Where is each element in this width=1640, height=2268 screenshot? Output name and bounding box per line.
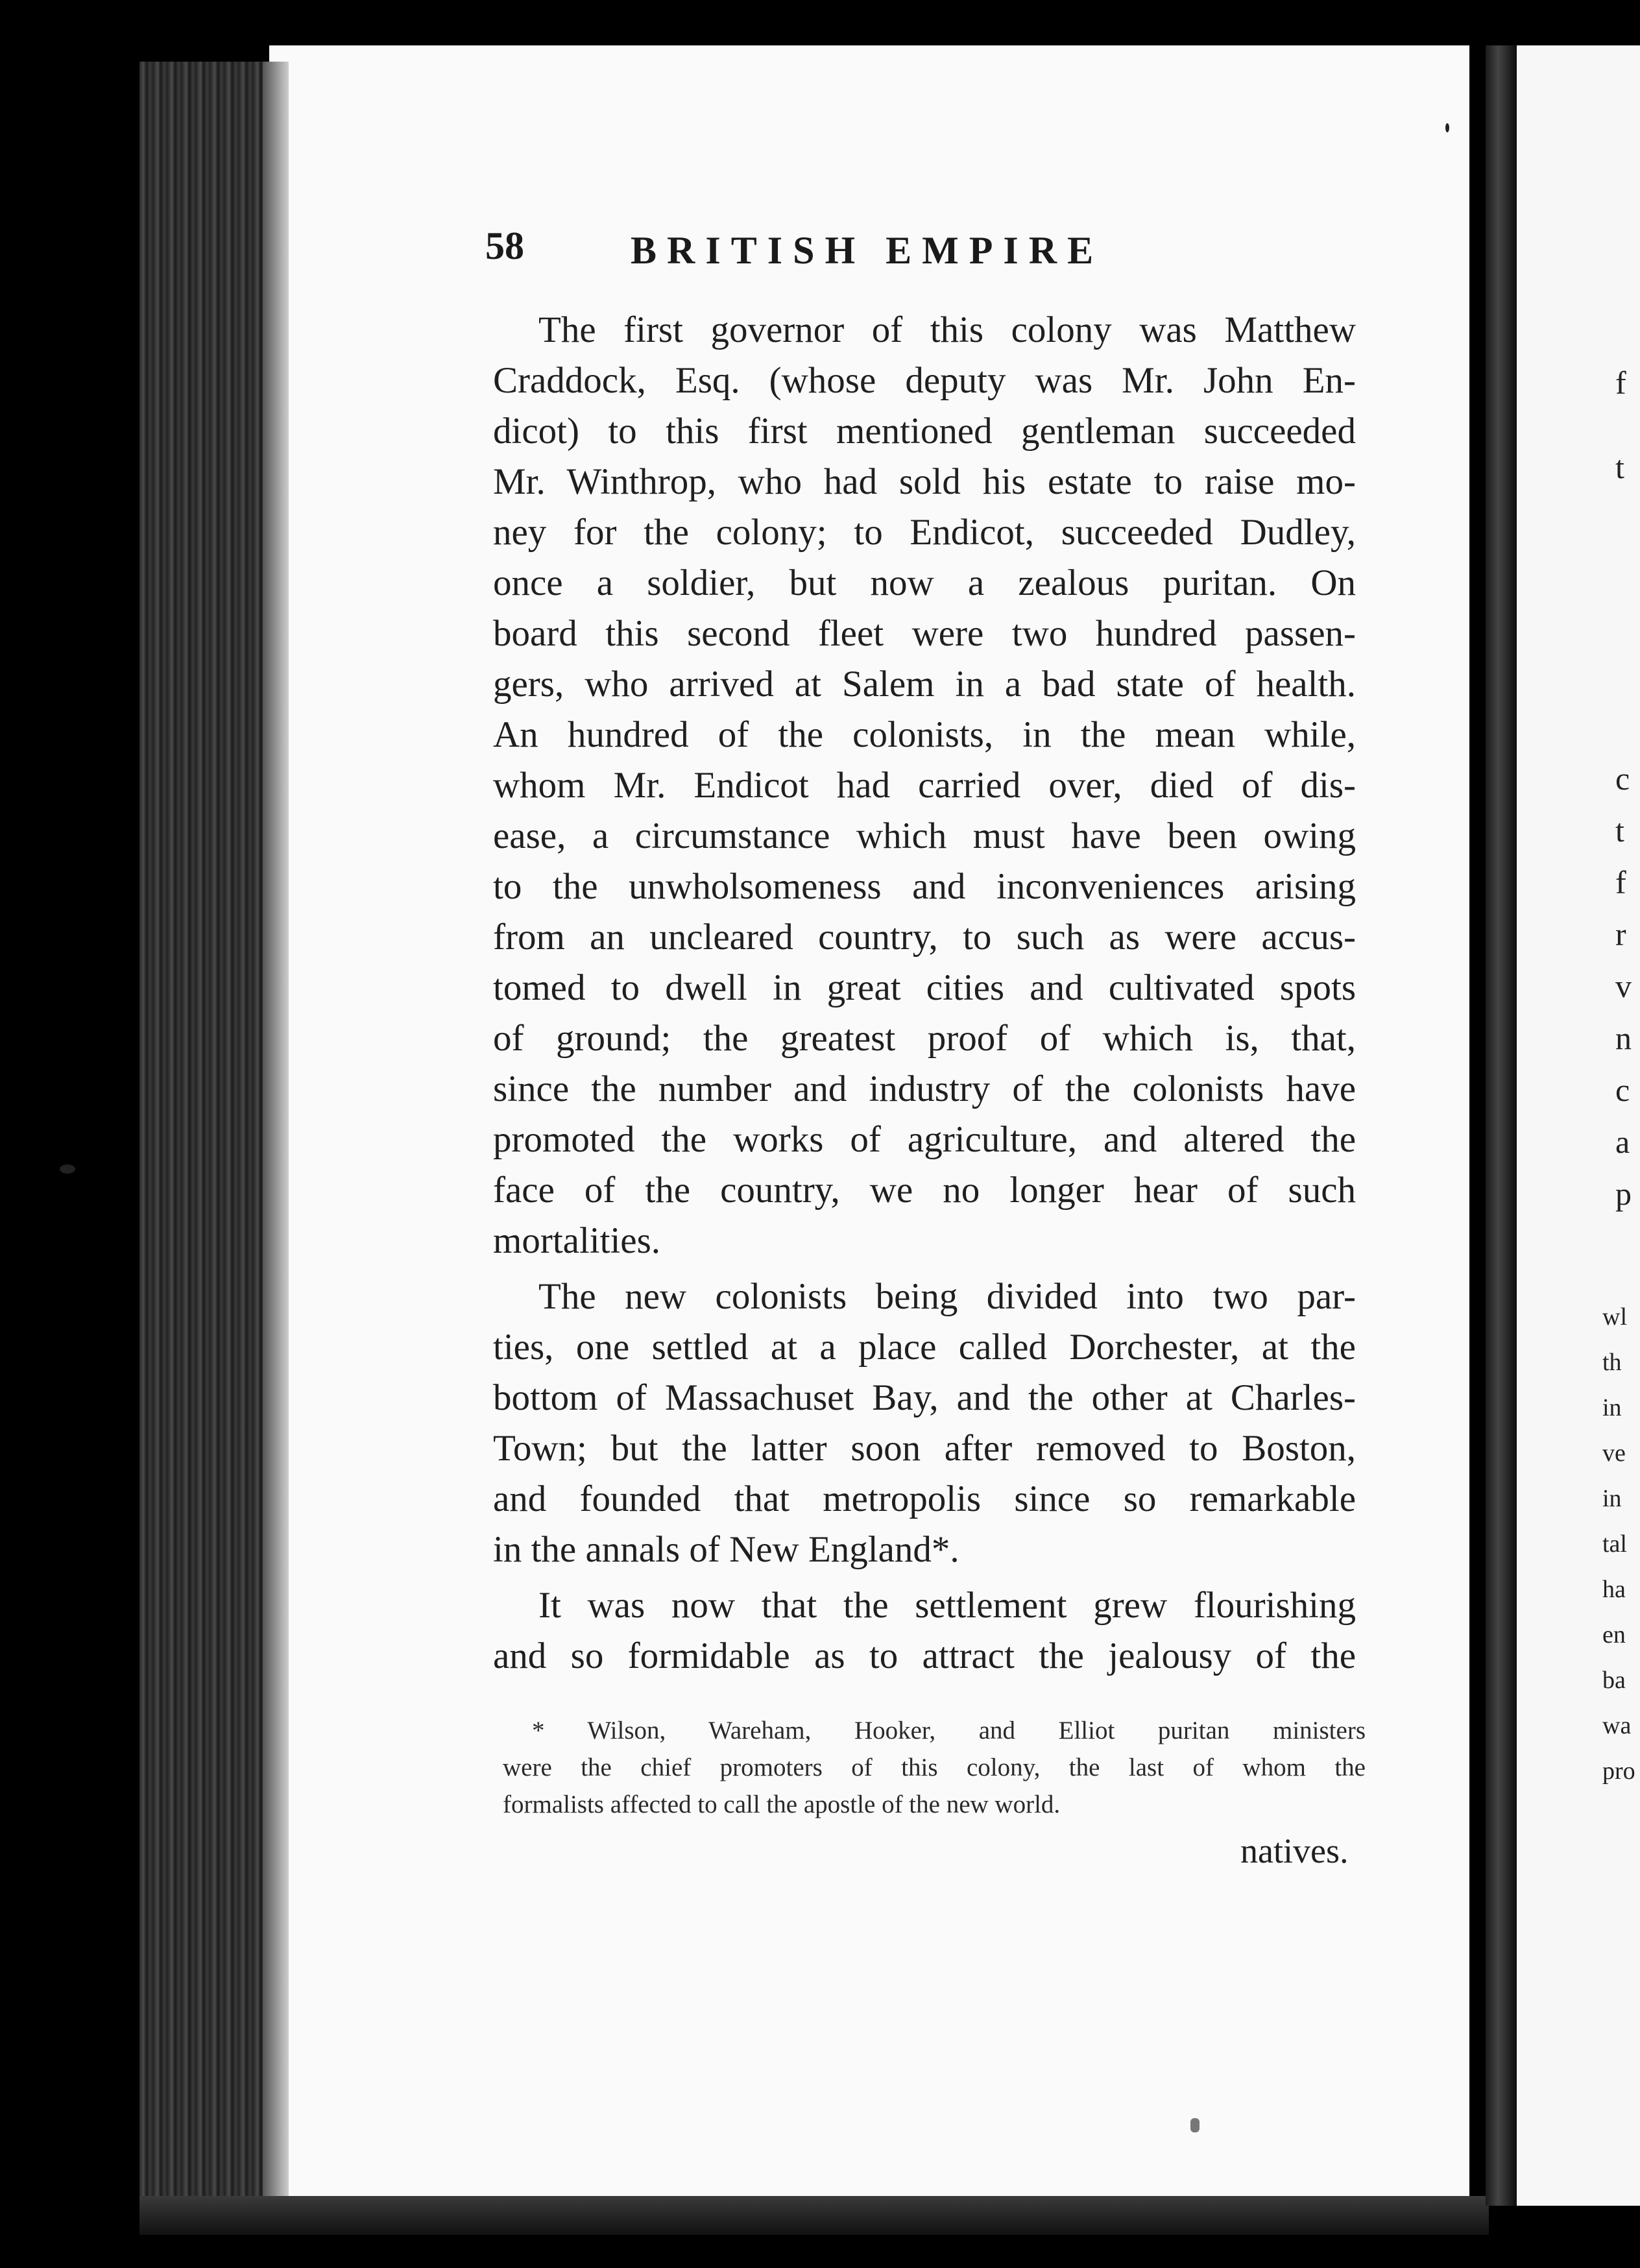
scan-speck [1445,123,1449,132]
text-line: mortalities. [493,1220,661,1261]
text-line: board this second fleet were two hundred passen- [493,613,1356,654]
facing-page-fragment: wl [1602,1303,1627,1331]
facing-page-fragment: r [1615,916,1626,952]
facing-page-fragment: ha [1602,1576,1626,1603]
facing-page-fragment: f [1615,864,1626,900]
catchword: natives. [1240,1831,1349,1870]
facing-page-fragment: ve [1602,1440,1626,1467]
text-line: The first governor of this colony was Matthew [538,309,1356,350]
text-line: from an uncleared country, to such as were accus- [493,917,1356,958]
text-line: Craddock, Esq. (whose deputy was Mr. John En- [493,360,1356,401]
text-line: promoted the works of agriculture, and altered the [493,1119,1356,1160]
text-line: ease, a circumstance which must have been owing [493,815,1356,856]
text-line: It was now that the settlement grew flourishing [538,1585,1356,1626]
text-line: ties, one settled at a place called Dorchester, at the [493,1327,1356,1368]
facing-page-fragment: t [1615,812,1624,849]
facing-page-fragment: en [1602,1621,1626,1648]
facing-page-fragment: a [1615,1124,1630,1160]
text-line: tomed to dwell in great cities and cultivated spots [493,967,1356,1008]
text-line: An hundred of the colonists, in the mean while, [493,714,1356,755]
footnote-line: * Wilson, Wareham, Hooker, and Elliot puritan ministers [532,1717,1366,1744]
text-line: once a soldier, but now a zealous puritan. On [493,562,1356,603]
text-line: Town; but the latter soon after removed to Boston, [493,1428,1356,1469]
footnote-line: were the chief promoters of this colony, the last of whom the [503,1754,1366,1781]
facing-page-fragment: p [1615,1176,1632,1212]
text-line: bottom of Massachuset Bay, and the other at Charles- [493,1377,1356,1418]
facing-page-fragment: t [1615,449,1624,485]
facing-page-fragment: f [1615,365,1626,401]
running-head: BRITISH EMPIRE [631,229,1104,272]
text-line: since the number and industry of the colonists have [493,1068,1356,1109]
text-line: The new colonists being divided into two par- [538,1276,1356,1317]
footnote-line: formalists affected to call the apostle of the new world. [503,1791,1061,1818]
page-bottom-edge [139,2196,1489,2235]
binding-shadow [1486,45,1517,2206]
facing-page-fragment: v [1615,968,1632,1004]
page-block-edge [139,62,269,2196]
facing-page-fragment: wa [1602,1712,1632,1739]
facing-page-fragment: th [1602,1349,1622,1376]
text-line: ney for the colony; to Endicot, succeeded Dudley, [493,512,1356,553]
facing-page-fragment: ba [1602,1667,1626,1694]
text-line: in the annals of New England*. [493,1529,959,1570]
facing-page-fragment: pro [1602,1757,1635,1785]
page-number: 58 [485,224,524,267]
text-line: gers, who arrived at Salem in a bad state of health. [493,664,1356,705]
text-line: and founded that metropolis since so remarkable [493,1478,1356,1519]
gutter-shadow [263,62,289,2196]
text-line: whom Mr. Endicot had carried over, died of dis- [493,765,1356,806]
facing-page-fragment: in [1602,1394,1622,1421]
facing-page-fragment: n [1615,1020,1632,1056]
facing-page-fragment: in [1602,1485,1622,1512]
text-line: face of the country, we no longer hear of such [493,1170,1356,1211]
facing-page-fragment: c [1615,1072,1630,1108]
text-line: dicot) to this first mentioned gentleman succeeded [493,411,1356,452]
facing-page-fragment: c [1615,760,1630,797]
text-line: and so formidable as to attract the jealousy of the [493,1635,1356,1676]
text-line: to the unwholsomeness and inconveniences arising [493,866,1356,907]
text-line: of ground; the greatest proof of which is, that, [493,1018,1356,1059]
scan-mark [1190,2118,1200,2132]
scan-speck [60,1164,75,1174]
text-line: Mr. Winthrop, who had sold his estate to raise mo- [493,461,1356,502]
facing-page-fragment: tal [1602,1530,1627,1558]
